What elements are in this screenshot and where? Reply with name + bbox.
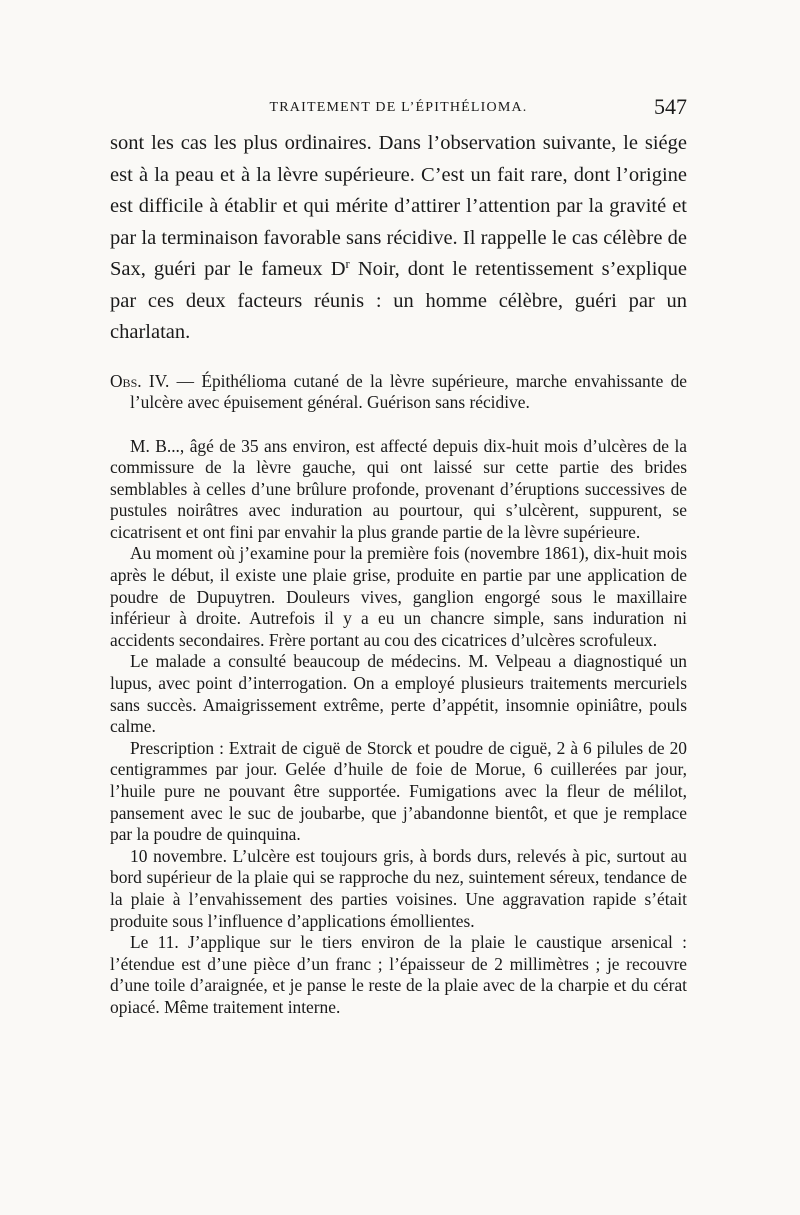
title-superscript: r xyxy=(345,257,350,272)
intro-paragraph xyxy=(110,128,687,349)
observation-title: Épithélioma cutané de la lèvre supérieure, marche envahissante de l’ulcère avec épuisement général. Guérison sans récidive. xyxy=(130,370,687,412)
observation-dash: — xyxy=(169,370,202,391)
observation-label: Obs. IV. xyxy=(110,370,170,391)
running-header xyxy=(110,96,687,124)
case-report xyxy=(110,436,687,1019)
case-paragraph-3: Le malade a consulté beaucoup de médecins. M. Velpeau a diagnostiqué un lupus, avec point d’interrogation. On a employé plusieurs traitements mercuriels sans succès. Amaigrissement extrême, perte d’appétit, insomnie opiniâtre, pouls calme. xyxy=(110,651,687,737)
case-paragraph-2: Au moment où j’examine pour la première fois (novembre 1861), dix-huit mois après le début, il existe une plaie grise, produite en partie par une application de poudre de Dupuytren. Douleurs vives, ganglion engorgé sous le maxillaire inférieur à droite. Autrefois il y a eu un chancre simple, sans induration ni accidents secondaires. Frère portant au cou des cicatrices d’ulcères scrofuleux. xyxy=(110,543,687,650)
observation-heading xyxy=(110,371,687,414)
page-number: 547 xyxy=(654,94,687,119)
book-page xyxy=(110,96,687,1019)
running-title: TRAITEMENT DE L’ÉPITHÉLIOMA. xyxy=(269,100,528,115)
case-paragraph-1: M. B..., âgé de 35 ans environ, est affecté depuis dix-huit mois d’ulcères de la commissure de la lèvre gauche, qui ont laissé sur cette partie des brides semblables à celles d’une brûlure profonde, provenant d’éruptions successives de pustules noirâtres avec induration au pourtour, qui s’ulcèrent, suppurent, se cicatrisent et ont fini par envahir la plus grande partie de la lèvre supérieure. xyxy=(110,435,687,542)
intro-text-part1: sont les cas les plus ordinaires. Dans l’observation suivante, le siége est à la peau et à la lèvre supérieure. C’est un fait rare, dont l’origine est difficile à établir et qui mérite d’attirer l’attention par la gravité et par la terminaison favorable sans récidive. Il rappelle le cas célèbre de Sax, guéri par le fameux D xyxy=(110,132,687,280)
case-paragraph-5: 10 novembre. L’ulcère est toujours gris, à bords durs, relevés à pic, surtout au bord supérieur de la plaie qui se rapproche du nez, suintement séreux, tendance de la plaie à l’envahissement des parties voisines. Une aggravation rapide s’était produite sous l’influence d’applications émollientes. xyxy=(110,845,687,931)
intro-text-part2: Noir, dont le retentissement s’explique par ces deux facteurs réunis : un homme célèbre, guéri par un charlatan. xyxy=(110,258,687,343)
case-paragraph-6: Le 11. J’applique sur le tiers environ de la plaie le caustique arsenical : l’étendue est d’une pièce d’un franc ; l’épaisseur de 2 millimètres ; je recouvre d’une toile d’araignée, et je panse le reste de la plaie avec de la charpie et du cérat opiacé. Même traitement interne. xyxy=(110,932,687,1017)
intro-section xyxy=(110,128,687,349)
case-paragraph-4: Prescription : Extrait de ciguë de Storck et poudre de ciguë, 2 à 6 pilules de 20 centigrammes par jour. Gelée d’huile de foie de Morue, 6 cuillerées par jour, l’huile pure ne pouvant être supportée. Fumigations avec la fleur de mélilot, pansement avec le suc de joubarbe, que j’abandonne bientôt, et que je remplace par la poudre de quinquina. xyxy=(110,737,687,845)
